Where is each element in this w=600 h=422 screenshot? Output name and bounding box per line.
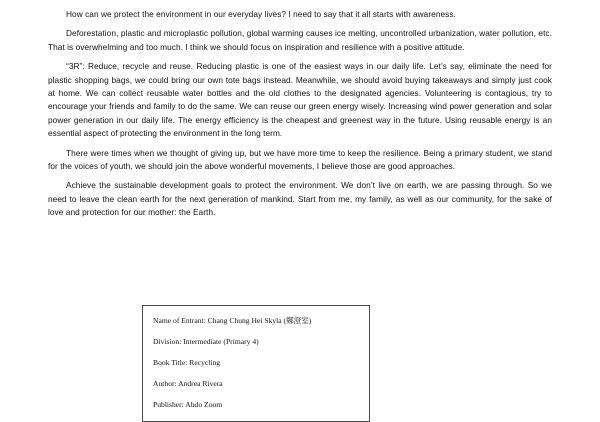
paragraph-3: “3R”: Reduce, recycle and reuse. Reducing plastic is one of the easiest ways in our daily life. Let’s say, eliminate the need for plastic shopping bags, we could bring our own tote bags instead. Meanwhile, we should avoid buying takeaways and simply just cook at home. We can collect reusable water bottles and the old clothes to the designated agencies. Volunteering is contagious, try to encourage your friends and family to do the same. We can reuse our green energy wisely. Increasing wind power generation and solar power generation in our daily life. The energy efficiency is the cheapest and greenest way in the future. Using reusable energy is an essential aspect of protecting the environment in the long term. <box>48 61 552 139</box>
entrant-division: Division: Intermediate (Primary 4) <box>153 337 259 346</box>
paragraph-5: Achieve the sustainable development goals to protect the environment. We don’t live on earth, we are passing through. So we need to leave the clean earth for the next generation of mankind. Start from me, my family, as well as our community, for the sake of love and protection for our mother: the Earth. <box>48 180 552 218</box>
paragraph-1: How can we protect the environment in our everyday lives? I need to say that it all starts with awareness. <box>66 9 456 19</box>
entrant-author: Author: Andrea Rivera <box>153 379 223 388</box>
entrant-info-box <box>142 305 370 422</box>
entrant-book-title: Book Title: Recycling <box>153 358 221 367</box>
entrant-publisher: Publisher: Abdo Zoom <box>153 400 223 409</box>
paragraph-2: Deforestation, plastic and microplastic pollution, global warming causes ice melting, uncontrolled urbanization, water pollution, etc. That is overwhelming and too much. I think we should focus on inspiration and resilience with a positive attitude. <box>48 28 552 52</box>
entrant-name: Name of Entrant: Chang Chung Hei Skyla (鄭澄室) <box>153 316 312 325</box>
essay-body <box>48 8 552 220</box>
paragraph-4: There were times when we thought of giving up, but we have more time to keep the resilience. Being a primary student, we stand for the voices of youth, we should join the above wonderful movements, I believe those are good approaches. <box>48 147 552 172</box>
